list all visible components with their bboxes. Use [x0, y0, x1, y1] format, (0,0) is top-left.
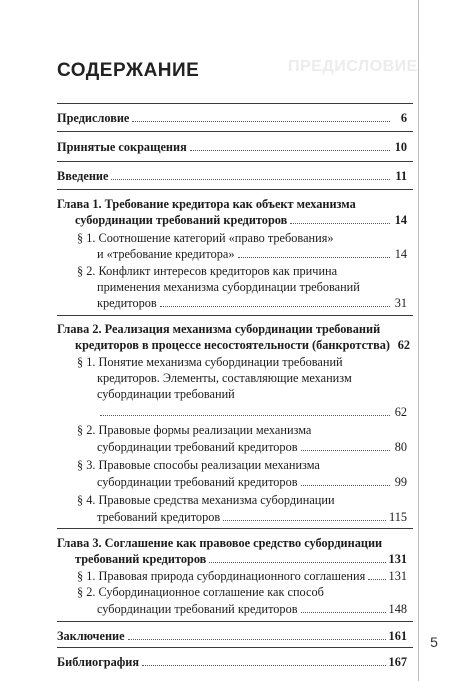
- toc-entry-page: 99: [394, 475, 407, 489]
- leader-dots: [132, 110, 390, 122]
- ch1-s2-line2[interactable]: применения механизма субординации требований: [97, 280, 360, 294]
- toc-entry-page: 80: [394, 440, 407, 454]
- leader-dots: [190, 139, 390, 151]
- leader-dots: [301, 439, 390, 451]
- toc-entry-title: кредиторов в процессе несостоятельности (банкротства): [75, 338, 390, 352]
- toc-entry-title: субординации требований кредиторов: [97, 475, 298, 489]
- divider: [57, 161, 413, 162]
- toc-entry-title: субординации требований кредиторов: [97, 440, 298, 454]
- ch2-s1-line1[interactable]: § 1. Понятие механизма субординации требований: [77, 355, 343, 369]
- divider: [57, 647, 413, 648]
- toc-entry-title: Введение: [57, 169, 109, 183]
- toc-entry-ch1-s1[interactable]: [97, 246, 407, 262]
- ch2-s4-line1[interactable]: § 4. Правовые средства механизма субординации: [77, 493, 335, 507]
- toc-entry-page: 10: [394, 140, 407, 154]
- toc-entry-ch3-s1[interactable]: [77, 568, 407, 584]
- chapter1-title-line1[interactable]: Глава 1. Требование кредитора как объект механизма: [57, 197, 356, 211]
- leader-dots: [209, 551, 385, 563]
- toc-entry-title: требований кредиторов: [97, 510, 221, 524]
- toc-entry-chapter3[interactable]: [75, 551, 407, 567]
- toc-entry-chapter1[interactable]: [75, 212, 407, 228]
- leader-dots: [128, 628, 386, 640]
- leader-dots: [111, 168, 390, 180]
- leader-dots: [223, 509, 386, 521]
- toc-entry-conclusion[interactable]: [57, 628, 407, 644]
- divider: [57, 621, 413, 622]
- toc-entry-title: Принятые сокращения: [57, 140, 187, 154]
- toc-entry-title: субординации требований кредиторов: [97, 602, 298, 616]
- toc-entry-title: требований кредиторов: [75, 552, 207, 566]
- toc-entry-page: 31: [394, 296, 407, 310]
- divider: [57, 315, 413, 316]
- toc-entry-ch3-s2[interactable]: [97, 601, 407, 617]
- toc-entry-chapter2[interactable]: [75, 337, 410, 353]
- toc-entry-page: 115: [389, 510, 407, 524]
- toc-entry-preface[interactable]: [57, 110, 407, 126]
- toc-entry-title: кредиторов: [97, 296, 157, 310]
- toc-entry-page: 11: [395, 169, 407, 183]
- toc-entry-title: субординации требований кредиторов: [75, 213, 288, 227]
- toc-entry-page: 14: [394, 213, 407, 227]
- toc-entry-page: 131: [388, 552, 407, 566]
- chapter3-title-line1[interactable]: Глава 3. Соглашение как правовое средство субординации: [57, 536, 383, 550]
- leader-dots: [100, 404, 390, 416]
- toc-entry-page: 167: [388, 655, 407, 669]
- page-number: 5: [430, 634, 438, 650]
- toc-entry-abbreviations[interactable]: [57, 139, 407, 155]
- toc-entry-title: Предисловие: [57, 111, 130, 125]
- divider: [57, 528, 413, 529]
- bleed-through-heading: ПРЕДИСЛОВИЕ: [288, 58, 418, 75]
- toc-entry-introduction[interactable]: [57, 168, 407, 184]
- toc-entry-page: 161: [388, 629, 407, 643]
- toc-entry-title: Библиография: [57, 655, 140, 669]
- toc-entry-title: § 1. Правовая природа субординационного соглашения: [77, 569, 366, 583]
- toc-entry-ch2-s2[interactable]: [97, 439, 407, 455]
- leader-dots: [160, 295, 390, 307]
- divider: [57, 189, 413, 190]
- leader-dots: [290, 212, 390, 224]
- leader-dots: [301, 474, 390, 486]
- chapter2-title-line1[interactable]: Глава 2. Реализация механизма субординации требований: [57, 322, 381, 336]
- ch2-s3-line1[interactable]: § 3. Правовые способы реализации механизма: [77, 458, 320, 472]
- toc-heading: СОДЕРЖАНИЕ: [57, 60, 200, 81]
- divider: [57, 131, 413, 132]
- leader-dots: [368, 568, 385, 580]
- leader-dots: [301, 601, 386, 613]
- toc-entry-ch1-s2[interactable]: [97, 295, 407, 311]
- ch2-s1-line3[interactable]: субординации требований: [97, 387, 235, 401]
- leader-dots: [238, 246, 390, 258]
- toc-entry-title: Заключение: [57, 629, 125, 643]
- toc-entry-page: 62: [394, 405, 407, 419]
- toc-entry-page: 148: [388, 602, 407, 616]
- ch2-s1-line2[interactable]: кредиторов. Элементы, составляющие механизм: [97, 371, 352, 385]
- toc-entry-title: и «требование кредитора»: [97, 247, 235, 261]
- ch3-s2-line1[interactable]: § 2. Субординационное соглашение как способ: [77, 585, 324, 599]
- divider: [57, 103, 413, 104]
- toc-entry-ch2-s3[interactable]: [97, 474, 407, 490]
- toc-entry-page: 131: [388, 569, 407, 583]
- toc-entry-page: 62: [397, 338, 410, 352]
- toc-entry-ch2-s1[interactable]: [97, 404, 407, 420]
- toc-entry-page: 14: [394, 247, 407, 261]
- ch2-s2-line1[interactable]: § 2. Правовые формы реализации механизма: [77, 423, 312, 437]
- ch1-s1-line1[interactable]: § 1. Соотношение категорий «право требования»: [77, 231, 334, 245]
- toc-entry-bibliography[interactable]: [57, 654, 407, 670]
- page-margin-line: [418, 0, 419, 681]
- ch1-s2-line1[interactable]: § 2. Конфликт интересов кредиторов как причина: [77, 264, 338, 278]
- leader-dots: [142, 654, 386, 666]
- toc-entry-page: 6: [400, 111, 407, 125]
- toc-entry-ch2-s4[interactable]: [97, 509, 407, 525]
